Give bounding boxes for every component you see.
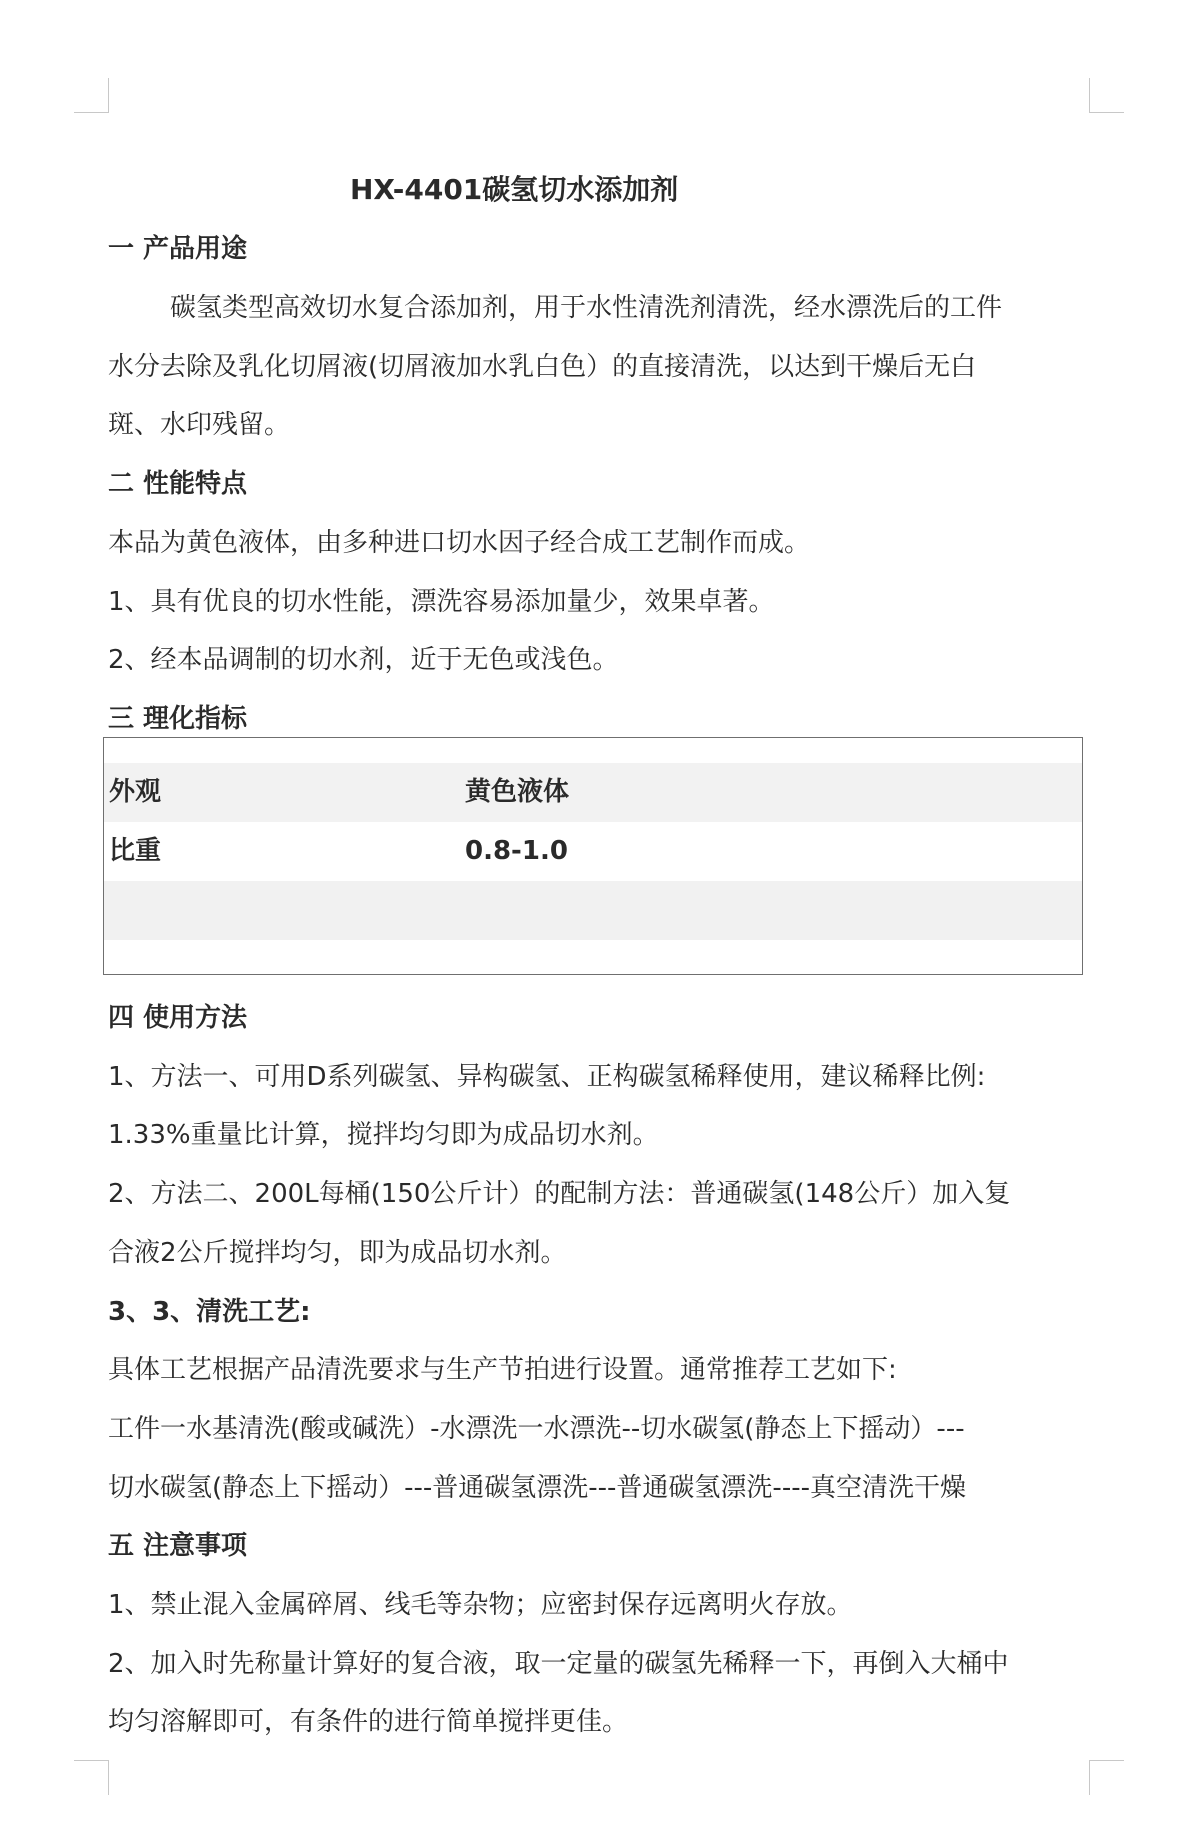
spec-table-row-empty <box>104 881 1082 940</box>
paragraph-line: 2、加入时先称量计算好的复合液，取一定量的碳氢先稀释一下，再倒入大桶中 <box>108 1649 1009 1679</box>
spec-key: 外观 <box>109 777 162 807</box>
section-heading-specs: 三 理化指标 <box>108 704 248 734</box>
paragraph-line: 1、禁止混入金属碎屑、线毛等杂物；应密封保存远离明火存放。 <box>108 1590 853 1620</box>
page-corner-mark-bottom-left <box>74 1760 109 1795</box>
section-heading-usage-method: 四 使用方法 <box>108 1003 248 1033</box>
paragraph-line: 1、具有优良的切水性能，漂洗容易添加量少，效果卓著。 <box>108 587 775 617</box>
spec-table-row <box>104 763 1082 822</box>
section-heading-features: 二 性能特点 <box>108 469 248 499</box>
spec-table-row-empty <box>104 940 1082 974</box>
section-heading-usage: 一 产品用途 <box>108 234 248 264</box>
document-title: HX-4401碳氢切水添加剂 <box>350 173 679 206</box>
page-corner-mark-top-left <box>74 78 109 113</box>
paragraph-line: 均匀溶解即可，有条件的进行简单搅拌更佳。 <box>108 1707 629 1737</box>
paragraph-line: 工件一水基清洗(酸或碱洗）-水漂洗一水漂洗--切水碳氢(静态上下摇动）--- <box>108 1414 965 1444</box>
paragraph-line: 具体工艺根据产品清洗要求与生产节拍进行设置。通常推荐工艺如下: <box>108 1355 897 1385</box>
paragraph-line: 1、方法一、可用D系列碳氢、异构碳氢、正构碳氢稀释使用，建议稀释比例: <box>108 1062 986 1092</box>
paragraph-line: 碳氢类型高效切水复合添加剂，用于水性清洗剂清洗，经水漂洗后的工件 <box>170 293 1003 323</box>
paragraph-line: 切水碳氢(静态上下摇动）---普通碳氢漂洗---普通碳氢漂洗----真空清洗干燥 <box>108 1473 966 1503</box>
spec-value: 黄色液体 <box>465 777 570 807</box>
paragraph-line: 2、经本品调制的切水剂，近于无色或浅色。 <box>108 645 619 675</box>
spec-table-row <box>104 822 1082 881</box>
paragraph-line: 水分去除及乳化切屑液(切屑液加水乳白色）的直接清洗，以达到干燥后无白 <box>108 352 977 382</box>
spec-value: 0.8-1.0 <box>465 836 568 866</box>
spec-key: 比重 <box>109 836 162 866</box>
spec-table <box>103 737 1083 975</box>
paragraph-line: 合液2公斤搅拌均匀，即为成品切水剂。 <box>108 1238 567 1268</box>
paragraph-line: 本品为黄色液体，由多种进口切水因子经合成工艺制作而成。 <box>108 528 811 558</box>
paragraph-line: 斑、水印残留。 <box>108 410 291 440</box>
section-heading-precautions: 五 注意事项 <box>108 1531 248 1561</box>
paragraph-line: 1.33%重量比计算，搅拌均匀即为成品切水剂。 <box>108 1120 659 1150</box>
page-corner-mark-top-right <box>1089 78 1124 113</box>
subheading-cleaning-process: 3、3、清洗工艺: <box>108 1297 311 1327</box>
paragraph-line: 2、方法二、200L每桶(150公斤计）的配制方法：普通碳氢(148公斤）加入复 <box>108 1179 1011 1209</box>
page-corner-mark-bottom-right <box>1089 1760 1124 1795</box>
